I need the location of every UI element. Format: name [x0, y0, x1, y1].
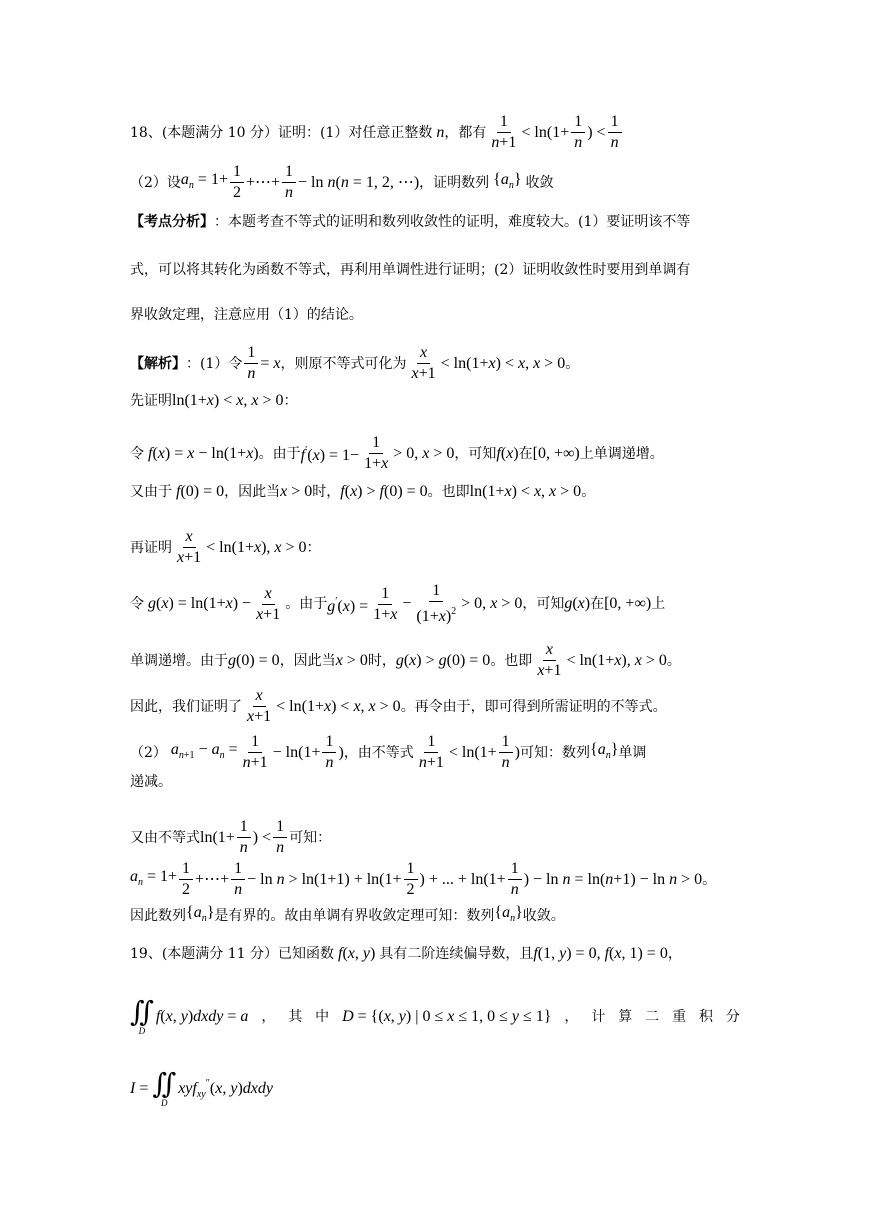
text: ，由不等式 — [343, 744, 414, 761]
text: 再证明 — [130, 539, 172, 556]
text: 具有二阶连续偏导数，且 — [379, 946, 534, 962]
double-integral-symbol: ∬ D — [130, 995, 154, 1036]
frac-x-over-x-plus-1: $\frac{x}{x+1}$ — [177, 528, 202, 566]
frac-x-over-x-plus-1: $\frac{x}{x+1}$ — [411, 344, 436, 382]
text: 时， — [367, 652, 396, 669]
math: f(1, y) = 0, f(x, 1) = 0 — [533, 945, 668, 962]
frac-1-over-n: $\frac{1}{n}$ — [244, 344, 258, 383]
text: 二 — [645, 1009, 660, 1025]
frac-1-over-n: $\frac{1}{n}$ — [282, 163, 296, 202]
analysis-line1 — [130, 212, 740, 232]
math: +⋯+ — [195, 870, 230, 888]
text: ： — [283, 393, 298, 409]
text: ，因此当 — [279, 652, 336, 669]
math: ln(1+x) < x, x > 0 — [172, 392, 284, 409]
text: 先证明 — [130, 393, 172, 409]
frac-x-over-x-plus-1: $\frac{x}{x+1}$ — [537, 641, 562, 679]
math: $a_n = 1+$ — [130, 867, 178, 888]
analysis-label: 【考点分析】 — [130, 214, 214, 230]
solution-line4 — [130, 482, 740, 502]
math: $\{a_n\}$ — [186, 904, 215, 924]
text: 因此，我们证明了 — [130, 698, 242, 715]
math: − ln(1+ — [272, 743, 321, 761]
q18-heading: 18、(本题满分 10 分）证明：(1）对任意正整数 — [130, 124, 433, 141]
q19-heading: 19、(本题满分 11 分）已知函数 — [130, 946, 334, 962]
text: 分 — [725, 1009, 740, 1025]
q18-statement-line2 — [130, 163, 740, 202]
text: ，则原不等式可化为 — [280, 355, 407, 372]
math: − ln n > ln(1+1) + ln(1+ — [247, 870, 402, 888]
math: ln(1+x) < x, x > 0 — [469, 483, 582, 500]
text: 在 — [518, 445, 533, 462]
math: g(0) = 0 — [228, 651, 280, 669]
math: ln(1+ — [200, 828, 235, 846]
text: 积 — [699, 1009, 713, 1025]
frac-1-over-n: $\frac{1}{n}$ — [273, 818, 287, 857]
frac-1-over-n: $\frac{1}{n}$ — [499, 733, 513, 772]
text: 令 — [130, 445, 144, 462]
text: 重 — [672, 1009, 687, 1025]
text: 可知： — [289, 829, 332, 846]
math-n: n — [436, 123, 445, 141]
math-seq-an: $\{a_n\}$ — [489, 170, 526, 191]
text: 时， — [312, 484, 341, 500]
text: 令 — [130, 596, 144, 612]
text: 。由于 — [285, 596, 328, 612]
solution-line7 — [130, 641, 740, 680]
math: < ln(1+ — [448, 743, 497, 761]
frac-1-over-2: $\frac{1}{2}$ — [179, 860, 193, 899]
frac-1-over-n: $\frac{1}{n}$ — [508, 860, 522, 899]
frac-1-over-1-plus-x: $\frac{1}{1+x}$ — [373, 584, 398, 623]
text: （2）设 — [130, 174, 181, 191]
text: ，可知 — [522, 596, 565, 612]
text: 因此数列 — [130, 908, 186, 924]
text: ， — [667, 946, 682, 962]
math: > 0, x > 0 — [461, 595, 523, 612]
math: f′(x) = 1− — [300, 445, 360, 464]
solution-label: 【解析】 — [130, 355, 186, 372]
math: − — [402, 595, 412, 612]
text: 在 — [590, 596, 605, 612]
frac-1-over-n-plus-1: $\frac{1}{n+1}$ — [418, 733, 444, 771]
math: < ln(1+x), x > 0 — [566, 651, 667, 669]
math: $a_{n+1} - a_n$ = — [170, 740, 238, 761]
frac-1-over-n: $\frac{1}{n}$ — [571, 113, 585, 152]
math: g(x) = ln(1+x) − — [148, 595, 252, 612]
text: 又由于 — [130, 484, 172, 500]
text: ：本题考查不等式的证明和数列收敛性的证明，难度较大。(1）要证明该不等 — [214, 214, 691, 230]
text: （2） — [130, 744, 167, 761]
math-an-def: $a_n = 1+$ — [180, 170, 228, 191]
math: g′(x) = — [327, 595, 369, 615]
math: > 0, x > 0 — [393, 444, 455, 462]
frac-1-over-n: $\frac{1}{n}$ — [608, 113, 622, 152]
text: ：(1）令 — [186, 355, 243, 372]
math: < ln(1+x), x > 0 — [206, 538, 307, 556]
math: [0, +∞) — [532, 444, 580, 462]
text: 。 — [702, 871, 717, 888]
text: 是有界的。故由单调有界收敛定理可知：数列 — [214, 908, 495, 924]
math: f(x, y) — [338, 945, 380, 962]
text: 收敛 — [525, 174, 554, 191]
math-double-integral-f: ∬ D f(x, y)dxdy = a — [130, 995, 249, 1036]
frac-1-over-1-plus-x-squared: $\frac{1}{(1+x)^2}$ — [416, 582, 457, 625]
frac-1-over-n-plus-1: $\frac{1}{n+1}$ — [491, 113, 517, 151]
math: ) − ln n = ln(n+1) − ln n > 0 — [523, 870, 703, 888]
math: − ln n(n = 1, 2, ⋯) — [298, 173, 420, 191]
math: g(x) — [564, 595, 591, 612]
math: f(x) > f(0) = 0 — [340, 483, 428, 500]
solution-line2 — [130, 391, 740, 411]
math-ln-ineq: < ln(1+ — [521, 123, 570, 141]
text: 计 — [591, 1009, 606, 1025]
text: ： — [306, 539, 321, 556]
double-integral-symbol: ∬ D — [152, 1067, 177, 1108]
frac-x-over-x-plus-1: $\frac{x}{x+1}$ — [247, 687, 272, 725]
text: 界收敛定理，注意应用（1）的结论。 — [130, 307, 363, 323]
solution-part2-line3 — [130, 818, 740, 857]
math: < ln(1+x) < x, x > 0 — [276, 697, 401, 715]
math: < ln(1+x) < x, x > 0 — [440, 354, 566, 372]
math: ) — [338, 743, 344, 761]
frac-1-over-n-plus-1: $\frac{1}{n+1}$ — [242, 733, 268, 771]
frac-1-over-n: $\frac{1}{n}$ — [231, 860, 245, 899]
text: 式，可以将其转化为函数不等式，再利用单调性进行证明；(2）证明收敛性时要用到单调有 — [130, 262, 691, 278]
text: 算 — [618, 1009, 633, 1025]
math: f(0) = 0 — [176, 483, 225, 500]
analysis-line2 — [130, 260, 740, 280]
math: ) < — [252, 828, 272, 846]
comma: ， — [564, 1009, 579, 1025]
solution-line6 — [130, 582, 740, 626]
math: g(x) > g(0) = 0 — [395, 651, 491, 669]
math: ) + ... + ln(1+ — [419, 870, 506, 888]
solution-line3 — [130, 434, 740, 473]
math: $\{a_n\}$ — [494, 904, 523, 924]
text: 其 — [288, 1009, 303, 1025]
text: 。 — [581, 484, 596, 500]
text: 。由于 — [258, 445, 301, 462]
frac-1-over-n: $\frac{1}{n}$ — [322, 733, 336, 772]
q19-statement-line3 — [130, 1067, 740, 1108]
q19-statement-line2 — [130, 995, 740, 1036]
analysis-line3 — [130, 305, 740, 325]
math: xyf$_{xy}$″(x, y)dxdy — [178, 1077, 273, 1100]
math-domain-D: D = {(x, y) | 0 ≤ x ≤ 1, 0 ≤ y ≤ 1} — [342, 1008, 552, 1025]
text: 。也即 — [490, 652, 533, 669]
solution-part2-line1 — [130, 733, 740, 772]
solution-line8 — [130, 687, 740, 726]
text: 可知：数列 — [520, 744, 590, 761]
text: ，可知 — [454, 445, 497, 462]
text: 收敛。 — [522, 908, 565, 924]
solution-line5 — [130, 528, 740, 567]
math: ) — [514, 743, 520, 761]
text: 中 — [315, 1009, 330, 1025]
solution-line1 — [130, 344, 740, 383]
frac-x-over-x-plus-1: $\frac{x}{x+1}$ — [256, 584, 281, 623]
text: 单调递增。由于 — [130, 652, 228, 669]
solution-part2-line2 — [130, 772, 740, 792]
solution-part2-line5 — [130, 903, 740, 929]
text: ，证明数列 — [419, 174, 490, 191]
frac-1-over-2: $\frac{1}{2}$ — [230, 163, 244, 202]
text: 。再令由于，即可得到所需证明的不等式。 — [400, 698, 667, 715]
text: 上 — [651, 596, 666, 612]
text: 。 — [666, 652, 681, 669]
math-paren: ) < — [587, 123, 606, 141]
solution-part2-line4 — [130, 860, 740, 899]
math: +⋯+ — [245, 173, 281, 191]
text: 。也即 — [427, 484, 470, 500]
q19-statement-line1 — [130, 944, 740, 964]
math: = x — [260, 354, 281, 372]
text: 单调 — [618, 744, 647, 761]
math: $\{a_n\}$ — [590, 740, 619, 761]
text: 递减。 — [130, 774, 172, 790]
math: I = — [130, 1080, 153, 1097]
text: 又由不等式 — [130, 829, 200, 846]
text: ，都有 — [444, 124, 487, 141]
math: f(x) — [496, 444, 519, 462]
frac-1-over-1-plus-x: $\frac{1}{1+x}$ — [364, 434, 389, 472]
frac-1-over-n: $\frac{1}{n}$ — [237, 818, 251, 857]
math: x > 0 — [280, 483, 313, 500]
text: ，因此当 — [224, 484, 281, 500]
text: 上单调递增。 — [579, 445, 664, 462]
math: [0, +∞) — [604, 595, 652, 612]
q18-statement-line1 — [130, 113, 740, 152]
text: 。 — [565, 355, 580, 372]
comma: ， — [261, 1009, 276, 1025]
math: f(x) = x − ln(1+x) — [148, 444, 259, 462]
math: x > 0 — [335, 651, 368, 669]
frac-1-over-2: $\frac{1}{2}$ — [404, 860, 418, 899]
